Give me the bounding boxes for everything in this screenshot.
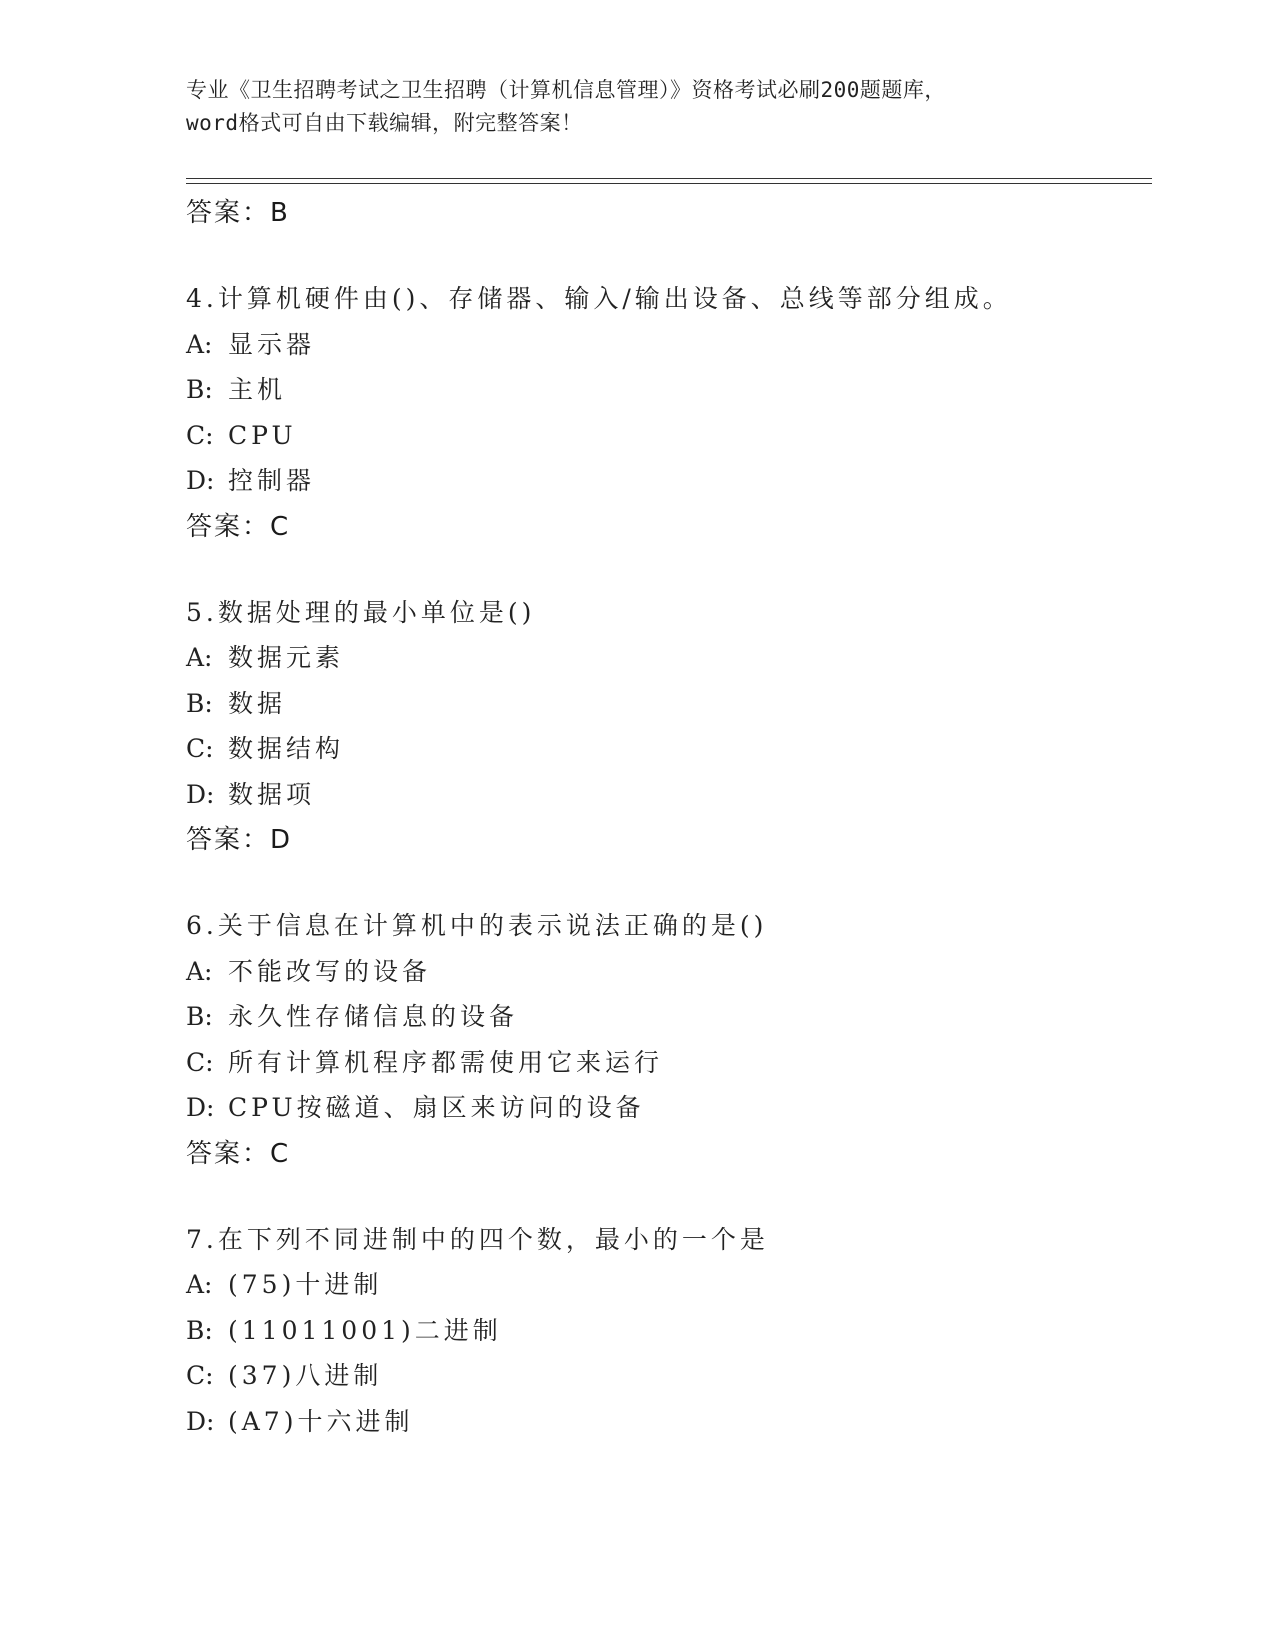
question-item: [186, 903, 1152, 1177]
question-item: [186, 1217, 1152, 1445]
option-a: [186, 949, 1152, 995]
option-d: [186, 1085, 1152, 1131]
option-letter: D:: [186, 1093, 215, 1122]
option-b: [186, 681, 1152, 727]
answer-value: C: [270, 511, 290, 542]
option-letter: A:: [186, 1270, 213, 1299]
option-letter: A:: [186, 329, 213, 359]
option-text: 数据结构: [228, 734, 345, 763]
question-text: 5.数据处理的最小单位是(): [186, 597, 536, 627]
option-text: 所有计算机程序都需使用它来运行: [228, 1047, 664, 1077]
option-b: [186, 367, 1152, 413]
header-line-1: 专业《卫生招聘考试之卫生招聘（计算机信息管理）》资格考试必刷200题题库，: [186, 78, 946, 102]
option-text: (37)八进制: [228, 1361, 383, 1390]
answer-line: [186, 504, 1152, 550]
answer-label: 答案：: [186, 1138, 271, 1169]
option-c: [186, 1353, 1152, 1399]
option-letter: B:: [186, 1002, 213, 1031]
option-letter: C:: [186, 420, 214, 450]
option-a: [186, 1262, 1152, 1308]
option-letter: B:: [186, 688, 213, 718]
option-text: 数据元素: [228, 643, 345, 672]
option-letter: C:: [186, 1047, 214, 1077]
option-letter: A:: [186, 956, 213, 986]
option-b: [186, 1308, 1152, 1354]
option-letter: D:: [186, 779, 215, 809]
header-line-2: word格式可自由下载编辑，附完整答案！: [186, 111, 583, 135]
option-a: [186, 322, 1152, 368]
option-text: 永久性存储信息的设备: [228, 1002, 519, 1031]
option-c: [186, 413, 1152, 459]
answer-line: [186, 1131, 1152, 1177]
answer-label: 答案：: [186, 198, 271, 228]
option-a: [186, 635, 1152, 681]
option-c: [186, 726, 1152, 772]
option-text: 主机: [228, 375, 287, 404]
option-b: [186, 994, 1152, 1040]
option-text: CPU: [228, 420, 297, 450]
answer-line: [186, 190, 1152, 236]
question-item: [186, 590, 1152, 864]
question-text: 7.在下列不同进制中的四个数，最小的一个是: [186, 1224, 769, 1254]
answer-label: 答案：: [186, 511, 271, 542]
question-list: [186, 190, 1152, 1444]
answer-value: C: [270, 1138, 290, 1169]
question-text: 6.关于信息在计算机中的表示说法正确的是(): [186, 911, 768, 940]
document-header: [186, 74, 1086, 140]
answer-value: B: [270, 198, 289, 228]
option-d: [186, 772, 1152, 818]
answer-line: [186, 817, 1152, 863]
option-letter: C:: [186, 1361, 214, 1390]
answer-label: 答案：: [186, 825, 271, 855]
option-d: [186, 458, 1152, 504]
option-letter: A:: [186, 643, 213, 672]
option-text: 数据项: [228, 779, 316, 809]
option-letter: B:: [186, 375, 213, 404]
option-text: (11011001)二进制: [228, 1315, 502, 1345]
option-text: 不能改写的设备: [228, 956, 432, 986]
option-text: 控制器: [228, 466, 316, 495]
option-d: [186, 1399, 1152, 1445]
option-letter: D:: [186, 466, 215, 495]
option-text: (A7)十六进制: [228, 1406, 414, 1436]
answer-value: D: [270, 825, 292, 855]
header-divider-bottom: [186, 183, 1152, 184]
option-letter: B:: [186, 1315, 213, 1345]
option-text: 数据: [228, 688, 287, 718]
option-c: [186, 1040, 1152, 1086]
option-letter: C:: [186, 734, 214, 763]
question-text: 4.计算机硬件由()、存储器、输入/输出设备、总线等部分组成。: [186, 284, 1012, 313]
option-text: 显示器: [228, 329, 316, 359]
option-text: CPU按磁道、扇区来访问的设备: [228, 1093, 645, 1122]
option-letter: D:: [186, 1406, 215, 1436]
header-divider-top: [186, 178, 1152, 179]
option-text: (75)十进制: [228, 1270, 383, 1299]
question-item: [186, 276, 1152, 550]
